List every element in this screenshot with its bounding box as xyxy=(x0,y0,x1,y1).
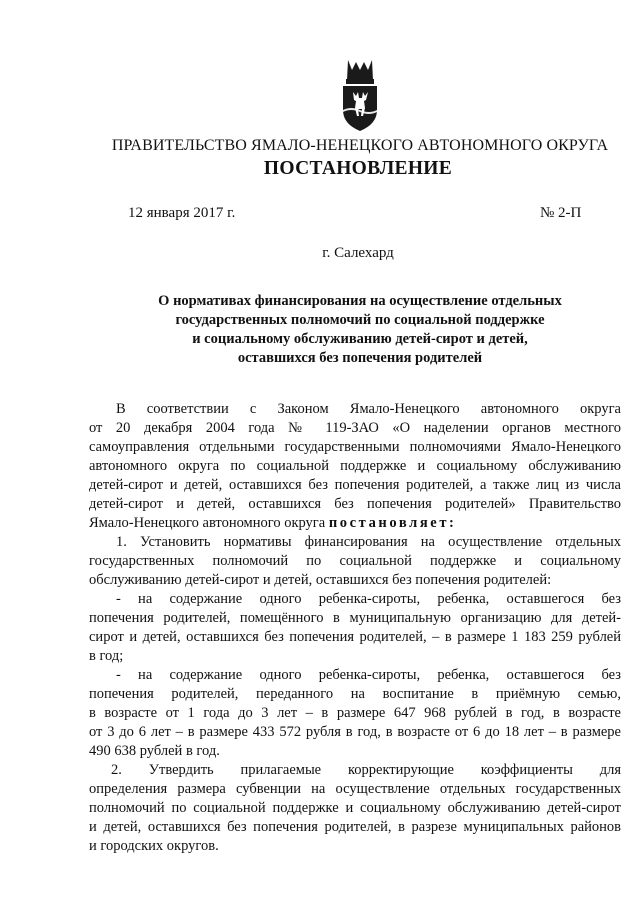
clause-line: попечения родителей, переданного на воспитание в приёмную семью, xyxy=(89,686,621,702)
clause-line: в возрасте от 1 года до 3 лет – в размере 647 968 рублей в год, в возрасте xyxy=(89,705,621,721)
clause-line: определения размера субвенции на осуществление отдельных государственных xyxy=(89,781,621,797)
government-title: ПРАВИТЕЛЬСТВО ЯМАЛО-НЕНЕЦКОГО АВТОНОМНОГО ОКРУГА xyxy=(111,137,609,154)
clause-line: в год; xyxy=(89,648,124,664)
clause-line: - на содержание одного ребенка-сироты, ребенка, оставшегося без xyxy=(116,667,621,683)
clause-line: попечения родителей, помещённого в муниципальную организацию для детей- xyxy=(89,610,621,626)
document-type-title: ПОСТАНОВЛЕНИЕ xyxy=(263,158,453,179)
clause-line: государственных полномочий по социальной поддержке и социальному xyxy=(89,553,621,569)
subject-line: государственных полномочий по социальной поддержке xyxy=(175,312,545,328)
preamble-paragraph xyxy=(89,400,621,533)
clause-line: 1. Установить нормативы финансирования на осуществление отдельных xyxy=(116,534,621,550)
coat-of-arms-icon xyxy=(339,58,381,132)
preamble-line: самоуправления отдельными государственными полномочиями Ямало-Ненецкого xyxy=(89,439,621,455)
subject-line: и социальному обслуживанию детей-сирот и детей, xyxy=(192,331,528,347)
clause-line: от 3 до 6 лет – в размере 433 572 рубля в год, в возрасте от 6 до 18 лет – в размере xyxy=(89,724,621,740)
preamble-line: от 20 декабря 2004 года № 119-ЗАО «О наделении органов местного xyxy=(89,420,621,436)
preamble-line: детей-сирот и детей, оставшихся без попечения родителей, а также лиц из числа xyxy=(89,477,621,493)
subject-line: оставшихся без попечения родителей xyxy=(237,350,483,366)
preamble-line xyxy=(89,514,621,533)
clause-line: и городских округов. xyxy=(89,838,219,854)
preamble-line: автономного округа по социальной поддержке и социальному обслуживанию xyxy=(89,458,621,474)
preamble-last-text: Ямало-Ненецкого автономного округа xyxy=(89,515,329,531)
clause-line: полномочий по социальной поддержке и социальному обслуживанию детей-сирот xyxy=(89,800,621,816)
clause-line: 490 638 рублей в год. xyxy=(89,743,220,759)
clause-line: и детей, оставшихся без попечения родителей, в разрезе муниципальных районов xyxy=(89,819,621,835)
clause-line: 2. Утвердить прилагаемые корректирующие коэффициенты для xyxy=(111,762,621,778)
clause-line: сирот и детей, оставшихся без попечения родителей, – в размере 1 183 259 рублей xyxy=(89,629,621,645)
document-number: № 2-П xyxy=(540,205,582,221)
clause-line: обслуживанию детей-сирот и детей, оставшихся без попечения родителей: xyxy=(89,572,552,588)
decree-word: постановляет: xyxy=(328,515,457,531)
clauses-section xyxy=(89,533,621,856)
preamble-line: В соответствии с Законом Ямало-Ненецкого автономного округа xyxy=(116,401,621,417)
document-city: г. Салехард xyxy=(322,245,394,261)
document-subject xyxy=(100,292,620,368)
subject-line: О нормативах финансирования на осуществление отдельных xyxy=(158,293,562,309)
document-date: 12 января 2017 г. xyxy=(128,205,236,221)
clause-line: - на содержание одного ребенка-сироты, ребенка, оставшегося без xyxy=(116,591,621,607)
preamble-line: детей-сирот и детей, оставшихся без попечения родителей» Правительство xyxy=(89,496,621,512)
